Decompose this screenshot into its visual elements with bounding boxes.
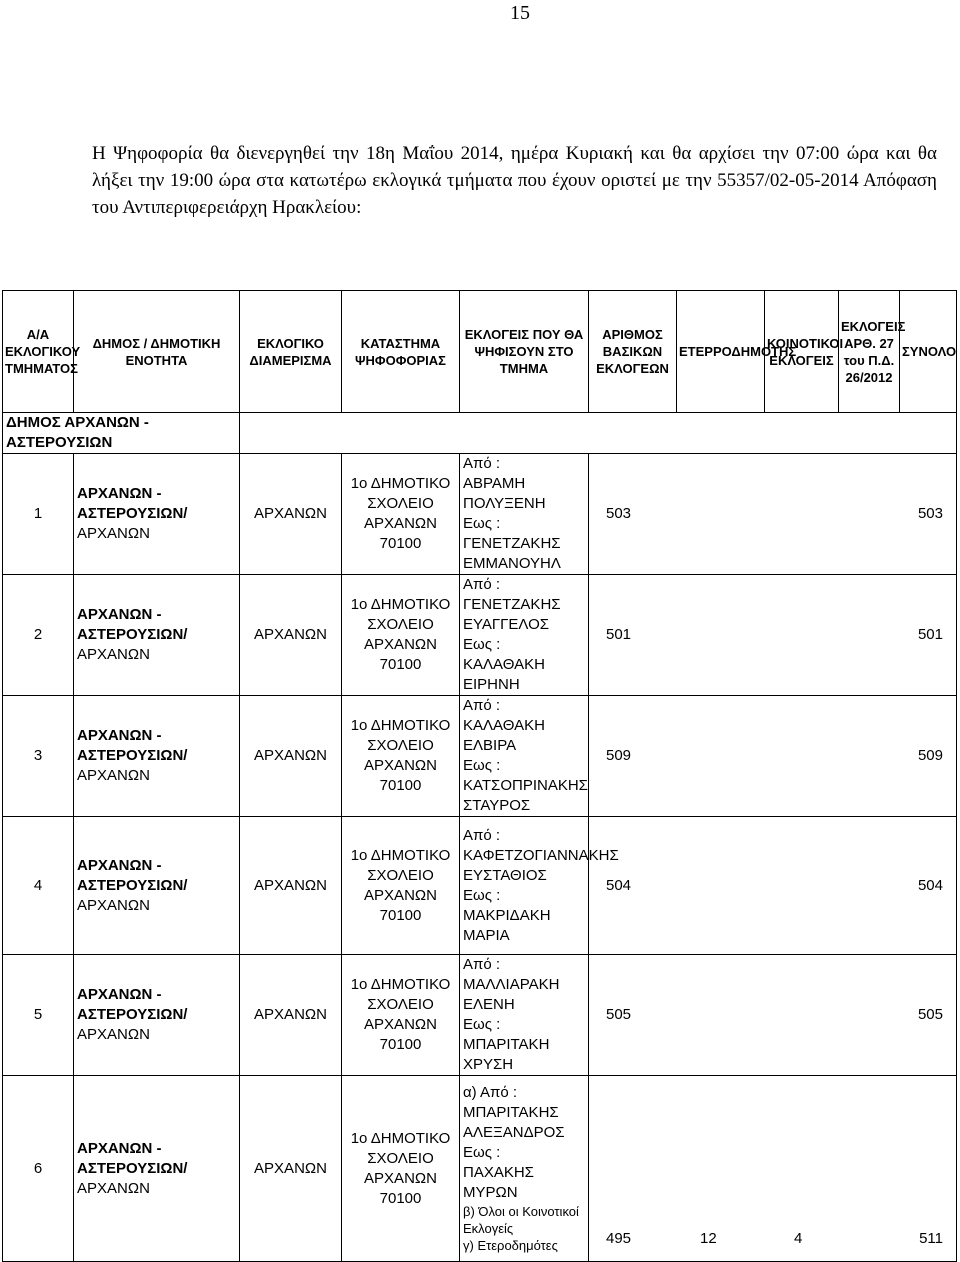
voters-cell xyxy=(460,955,589,1076)
registered-count: 509 xyxy=(606,747,632,764)
unit-name: ΑΡΧΑΝΩΝ - ΑΣΤΕΡΟΥΣΙΩΝ/ xyxy=(77,485,188,522)
total-count: 505 xyxy=(917,1006,943,1023)
unit-cell xyxy=(74,575,240,696)
section-number: 2 xyxy=(3,575,74,696)
header-heterodemotes: ΕΤΕΡΡΟΔΗΜΟΤΗΣ xyxy=(677,291,765,413)
to-name: ΚΑΛΑΘΑΚΗ ΕΙΡΗΝΗ xyxy=(463,656,545,693)
section-number: 6 xyxy=(3,1076,74,1262)
table-row xyxy=(3,955,957,1076)
from-name: ΑΒΡΑΜΗ ΠΟΛΥΞΕΝΗ xyxy=(463,475,546,512)
note-community: β) Όλοι οι Κοινοτικοί Εκλογείς xyxy=(463,1204,579,1236)
to-label: Εως : xyxy=(463,1016,501,1033)
election-sections-table xyxy=(2,290,957,1262)
district-cell: ΑΡΧΑΝΩΝ xyxy=(240,955,342,1076)
registered-count: 505 xyxy=(606,1006,632,1023)
community-count: 4 xyxy=(794,1230,803,1247)
section-number: 4 xyxy=(3,817,74,955)
unit-subname: ΑΡΧΑΝΩΝ xyxy=(77,1026,150,1043)
total-count: 501 xyxy=(917,626,943,643)
from-label: Από : xyxy=(463,826,501,844)
counts-cell xyxy=(589,575,957,696)
section-number: 3 xyxy=(3,696,74,817)
district-cell: ΑΡΧΑΝΩΝ xyxy=(240,1076,342,1262)
from-name: ΓΕΝΕΤΖΑΚΗΣ ΕΥΑΓΓΕΛΟΣ xyxy=(463,596,561,633)
table-row xyxy=(3,575,957,696)
from-name: ΜΠΑΡΙΤΑΚΗΣ ΑΛΕΞΑΝΔΡΟΣ xyxy=(463,1104,565,1141)
unit-subname: ΑΡΧΑΝΩΝ xyxy=(77,525,150,542)
municipality-row xyxy=(3,413,957,454)
registered-count: 503 xyxy=(606,505,632,522)
header-store: ΚΑΤΑΣΤΗΜΑ ΨΗΦΟΦΟΡΙΑΣ xyxy=(342,291,460,413)
table-row xyxy=(3,1076,957,1262)
store-cell: 1ο ΔΗΜΟΤΙΚΟ ΣΧΟΛΕΙΟ ΑΡΧΑΝΩΝ 70100 xyxy=(342,575,460,696)
store-cell: 1ο ΔΗΜΟΤΙΚΟ ΣΧΟΛΕΙΟ ΑΡΧΑΝΩΝ 70100 xyxy=(342,1076,460,1262)
district-cell: ΑΡΧΑΝΩΝ xyxy=(240,575,342,696)
heterodemotes-count: 12 xyxy=(700,1230,717,1247)
total-count: 511 xyxy=(919,1230,943,1247)
to-label: Εως : xyxy=(463,636,501,653)
unit-name: ΑΡΧΑΝΩΝ - ΑΣΤΕΡΟΥΣΙΩΝ/ xyxy=(77,727,188,764)
store-cell: 1ο ΔΗΜΟΤΙΚΟ ΣΧΟΛΕΙΟ ΑΡΧΑΝΩΝ 70100 xyxy=(342,696,460,817)
unit-subname: ΑΡΧΑΝΩΝ xyxy=(77,767,150,784)
from-label: Από : xyxy=(463,956,501,973)
counts-cell xyxy=(589,817,957,955)
unit-cell xyxy=(74,955,240,1076)
to-name: ΚΑΤΣΟΠΡΙΝΑΚΗΣ ΣΤΑΥΡΟΣ xyxy=(463,777,588,814)
table-row xyxy=(3,454,957,575)
section-number: 1 xyxy=(3,454,74,575)
header-art27: ΕΚΛΟΓΕΙΣ ΑΡΘ. 27 του Π.Δ. 26/2012 xyxy=(839,291,900,413)
to-label: Εως : xyxy=(463,515,501,532)
district-cell: ΑΡΧΑΝΩΝ xyxy=(240,454,342,575)
voters-cell xyxy=(460,454,589,575)
header-voters: ΕΚΛΟΓΕΙΣ ΠΟΥ ΘΑ ΨΗΦΙΣΟΥΝ ΣΤΟ ΤΜΗΜΑ xyxy=(460,291,589,413)
header-district: ΕΚΛΟΓΙΚΟ ΔΙΑΜΕΡΙΣΜΑ xyxy=(240,291,342,413)
to-name: ΓΕΝΕΤΖΑΚΗΣ ΕΜΜΑΝΟΥΗΛ xyxy=(463,535,561,572)
counts-cell xyxy=(589,696,957,817)
header-registered: ΑΡΙΘΜΟΣ ΒΑΣΙΚΩΝ ΕΚΛΟΓΕΩΝ xyxy=(589,291,677,413)
unit-subname: ΑΡΧΑΝΩΝ xyxy=(77,896,150,914)
header-community: ΚΟΙΝΟΤΙΚΟΙ ΕΚΛΟΓΕΙΣ xyxy=(765,291,839,413)
district-cell: ΑΡΧΑΝΩΝ xyxy=(240,817,342,955)
unit-cell xyxy=(74,817,240,955)
intro-paragraph: Η Ψηφοφορία θα διενεργηθεί την 18η Μαΐου 2014, ημέρα Κυριακή και θα αρχίσει την 07:00 ώρα και θα λήξει την 19:00 ώρα στα κατωτέρω εκλογικά τμήματα που έχουν οριστεί με την 55357/02-05-2014 Απόφαση του Αντιπεριφερειάρχη Ηρακλείου: xyxy=(92,143,937,218)
municipality-name: ΔΗΜΟΣ ΑΡΧΑΝΩΝ - ΑΣΤΕΡΟΥΣΙΩΝ xyxy=(3,413,240,454)
to-name: ΠΑΧΑΚΗΣ ΜΥΡΩΝ xyxy=(463,1164,534,1201)
unit-subname: ΑΡΧΑΝΩΝ xyxy=(77,646,150,663)
to-label: Εως : xyxy=(463,1144,501,1161)
to-label: Εως : xyxy=(463,757,501,774)
header-row xyxy=(3,291,957,413)
counts-cell xyxy=(589,955,957,1076)
total-count: 503 xyxy=(917,505,943,522)
unit-name: ΑΡΧΑΝΩΝ - ΑΣΤΕΡΟΥΣΙΩΝ/ xyxy=(77,986,188,1023)
table-row xyxy=(3,817,957,955)
registered-count: 501 xyxy=(606,626,632,643)
voters-cell xyxy=(460,575,589,696)
store-cell: 1ο ΔΗΜΟΤΙΚΟ ΣΧΟΛΕΙΟ ΑΡΧΑΝΩΝ 70100 xyxy=(342,817,460,955)
voters-cell xyxy=(460,696,589,817)
from-label: α) Από : xyxy=(463,1084,518,1101)
unit-cell xyxy=(74,1076,240,1262)
voters-cell xyxy=(460,1076,589,1262)
unit-cell xyxy=(74,696,240,817)
section-number: 5 xyxy=(3,955,74,1076)
district-cell: ΑΡΧΑΝΩΝ xyxy=(240,696,342,817)
total-count: 509 xyxy=(917,747,943,764)
to-label: Εως : xyxy=(463,886,501,904)
header-unit: ΔΗΜΟΣ / ΔΗΜΟΤΙΚΗ ΕΝΟΤΗΤΑ xyxy=(74,291,240,413)
counts-cell xyxy=(589,454,957,575)
from-name: ΚΑΦΕΤΖΟΓΙΑΝΝΑΚΗΣ ΕΥΣΤΑΘΙΟΣ xyxy=(463,846,619,884)
registered-count: 495 xyxy=(606,1230,632,1247)
to-name: ΜΑΚΡΙΔΑΚΗ ΜΑΡΙΑ xyxy=(463,906,551,944)
page-number: 15 xyxy=(510,2,530,24)
municipality-row-blank xyxy=(240,413,957,454)
from-label: Από : xyxy=(463,576,501,593)
from-label: Από : xyxy=(463,455,501,472)
counts-cell xyxy=(589,1076,957,1262)
store-cell: 1ο ΔΗΜΟΤΙΚΟ ΣΧΟΛΕΙΟ ΑΡΧΑΝΩΝ 70100 xyxy=(342,454,460,575)
note-heterodemotes: γ) Ετεροδημότες xyxy=(463,1238,558,1253)
from-name: ΜΑΛΛΙΑΡΑΚΗ ΕΛΕΝΗ xyxy=(463,976,560,1013)
unit-name: ΑΡΧΑΝΩΝ - ΑΣΤΕΡΟΥΣΙΩΝ/ xyxy=(77,606,188,643)
header-total: ΣΥΝΟΛΟ xyxy=(900,291,957,413)
unit-cell xyxy=(74,454,240,575)
table-row xyxy=(3,696,957,817)
unit-subname: ΑΡΧΑΝΩΝ xyxy=(77,1179,150,1197)
header-aa: Α/Α ΕΚΛΟΓΙΚΟΥ ΤΜΗΜΑΤΟΣ xyxy=(3,291,74,413)
total-count: 504 xyxy=(917,876,943,894)
unit-name: ΑΡΧΑΝΩΝ - ΑΣΤΕΡΟΥΣΙΩΝ/ xyxy=(77,856,188,894)
registered-count: 504 xyxy=(606,876,632,894)
to-name: ΜΠΑΡΙΤΑΚΗ ΧΡΥΣΗ xyxy=(463,1036,550,1073)
from-name: ΚΑΛΑΘΑΚΗ ΕΛΒΙΡΑ xyxy=(463,717,545,754)
unit-name: ΑΡΧΑΝΩΝ - ΑΣΤΕΡΟΥΣΙΩΝ/ xyxy=(77,1139,188,1177)
store-cell: 1ο ΔΗΜΟΤΙΚΟ ΣΧΟΛΕΙΟ ΑΡΧΑΝΩΝ 70100 xyxy=(342,955,460,1076)
from-label: Από : xyxy=(463,697,501,714)
